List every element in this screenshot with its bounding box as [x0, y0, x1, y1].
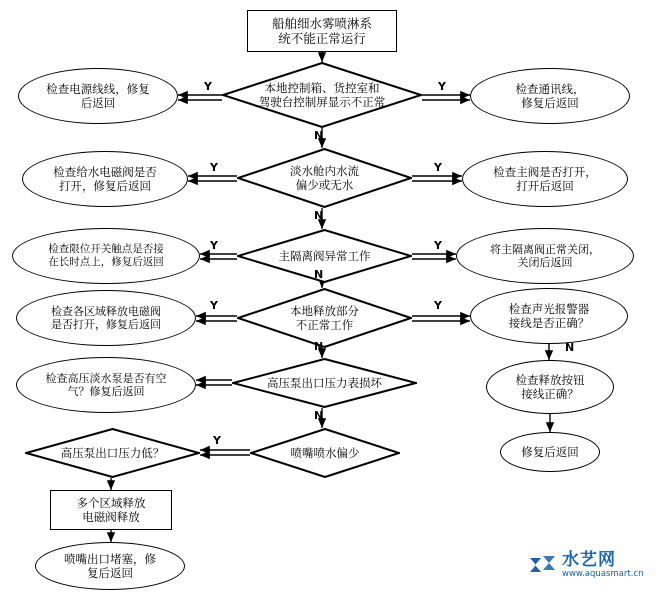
- edge-label-text: Y: [204, 80, 212, 93]
- edge-label-y: [210, 239, 218, 252]
- node-decision-local-release-label: 本地释放部分 不正常工作: [290, 303, 359, 332]
- node-decision-control-panel: [222, 62, 422, 128]
- node-start: [247, 10, 397, 52]
- edge-label-text: N: [314, 129, 324, 142]
- node-decision-local-release: [237, 288, 412, 348]
- edge-label-text: Y: [210, 239, 218, 252]
- node-multi-zone-release-label: 多个区域释放 电磁阀释放: [76, 495, 146, 524]
- node-start-label: 船舶细水雾喷淋系 统不能正常运行: [271, 15, 372, 46]
- node-close-isolation-valve: [456, 228, 634, 284]
- node-check-release-button-wiring-label: 检查释放按钮 接线正确？: [515, 372, 585, 401]
- node-check-power-line-label: 检查电源线线，修复 后返回: [46, 81, 150, 110]
- node-check-pump-air-label: 检查高压淡水泵是否有空 气？修复后返回: [45, 371, 167, 398]
- edge-label-y: [434, 161, 442, 174]
- node-nozzle-blocked: [35, 542, 185, 590]
- node-check-feedwater-valve: [22, 151, 188, 207]
- watermark-text-block: [562, 552, 644, 579]
- edge-label-n: [314, 129, 323, 142]
- edge-label-text: Y: [210, 299, 218, 312]
- edge-label-text: N: [314, 409, 324, 422]
- node-check-zone-release-valve: [16, 290, 196, 346]
- edge-label-y: [210, 161, 218, 174]
- node-decision-pump-gauge-label: 高压泵出口压力表损坏: [266, 375, 382, 390]
- node-check-zone-release-valve-label: 检查各区域释放电磁阀 是否打开，修复后返回: [51, 304, 161, 331]
- node-check-main-valve-label: 检查主阀是否打开， 打开后返回: [493, 164, 597, 193]
- node-nozzle-blocked-label: 喷嘴出口堵塞，修 复后返回: [64, 551, 156, 580]
- edge-label-y: [213, 434, 221, 447]
- node-decision-freshwater-tank: [237, 148, 412, 208]
- node-decision-freshwater-tank-label: 淡水舱内水流 偏少或无水: [290, 163, 359, 192]
- node-decision-control-panel-label: 本地控制箱、货控室和 驾驶台控制屏显示不正常: [258, 80, 386, 109]
- node-check-power-line: [18, 68, 178, 124]
- node-multi-zone-release: [50, 490, 172, 530]
- edge-label-n: [314, 340, 323, 353]
- edge-label-text: N: [314, 340, 324, 353]
- node-decision-pump-pressure-low: [25, 428, 200, 478]
- edge-label-y: [434, 239, 442, 252]
- node-check-alarm-wiring: [470, 288, 628, 344]
- watermark-logo-icon: [528, 552, 558, 578]
- node-check-main-valve: [462, 151, 628, 207]
- edge-label-y: [210, 299, 218, 312]
- edge-label-text: N: [565, 341, 575, 354]
- node-decision-nozzle-spray-low: [250, 428, 400, 478]
- watermark-title: 水艺网: [562, 550, 616, 570]
- node-check-pump-air: [16, 357, 196, 413]
- node-check-comm-line: [470, 68, 630, 124]
- edge-label-text: Y: [434, 299, 442, 312]
- node-decision-isolation-valve-label: 主隔离阀异常工作: [278, 248, 371, 263]
- watermark-url: www.aquasmart.cn: [562, 568, 644, 579]
- edge-label-n: [565, 341, 574, 354]
- watermark: [528, 552, 644, 579]
- edge-label-text: Y: [213, 434, 221, 447]
- node-repair-and-return-label: 修复后返回: [521, 444, 579, 459]
- node-check-comm-line-label: 检查通讯线， 修复后返回: [515, 81, 585, 110]
- node-decision-pump-gauge: [232, 358, 417, 408]
- node-check-alarm-wiring-label: 检查声光报警器 接线是否正确？: [508, 301, 590, 330]
- node-decision-isolation-valve: [237, 229, 412, 283]
- node-decision-nozzle-spray-low-label: 喷嘴喷水偏少: [290, 445, 360, 460]
- node-check-limit-switch-label: 检查限位开关触点是否接 在长时点上，修复后返回: [48, 243, 164, 268]
- edge-label-text: Y: [438, 80, 446, 93]
- node-check-feedwater-valve-label: 检查给水电磁阀是否 打开，修复后返回: [53, 164, 157, 193]
- edge-label-y: [434, 299, 442, 312]
- edge-label-n: [314, 268, 323, 281]
- edge-label-text: Y: [434, 161, 442, 174]
- edge-label-text: Y: [434, 239, 442, 252]
- node-check-release-button-wiring: [486, 360, 614, 414]
- node-decision-pump-pressure-low-label: 高压泵出口压力低？: [60, 445, 165, 460]
- node-check-limit-switch: [12, 228, 200, 284]
- edge-label-n: [314, 409, 323, 422]
- edge-label-y: [204, 80, 212, 93]
- edge-label-text: N: [314, 209, 324, 222]
- node-close-isolation-valve-label: 将主隔离阀正常关闭， 关闭后返回: [490, 242, 600, 269]
- edge-label-text: Y: [210, 161, 218, 174]
- edge-label-n: [314, 209, 323, 222]
- edge-label-text: N: [314, 268, 324, 281]
- edge-label-y: [438, 80, 446, 93]
- node-repair-and-return: [500, 432, 600, 472]
